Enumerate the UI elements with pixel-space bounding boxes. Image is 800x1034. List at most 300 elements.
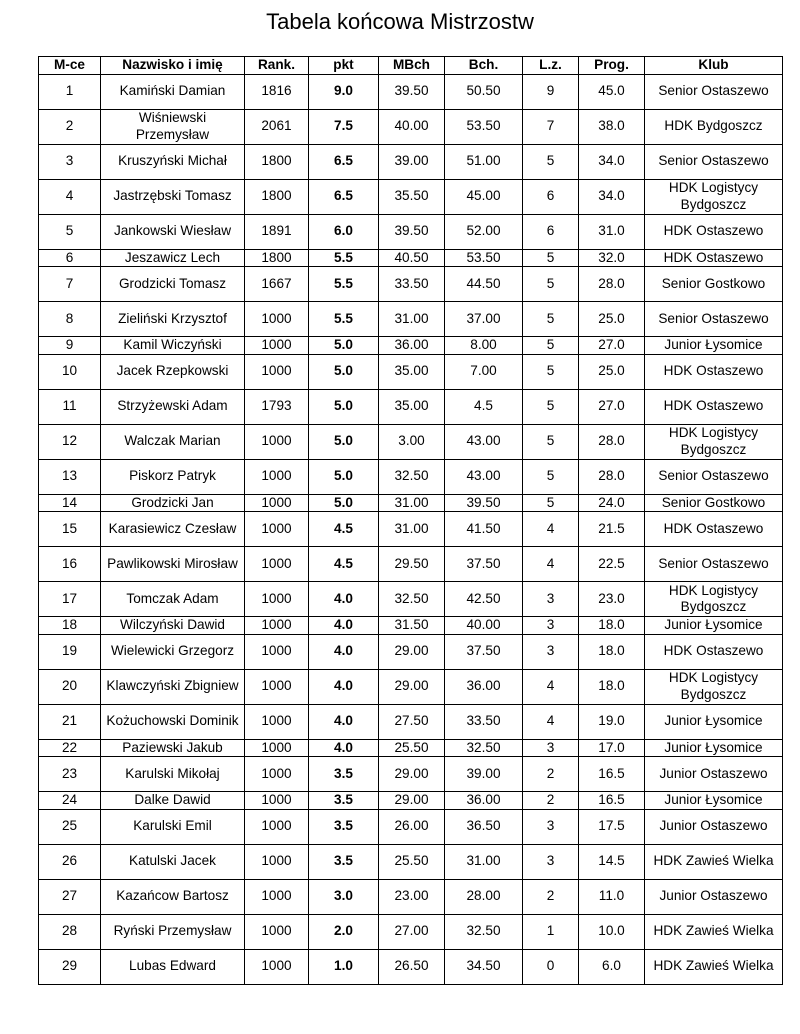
player-name-cell: Pawlikowski Mirosław: [101, 547, 245, 582]
rank-cell: 1000: [245, 704, 309, 739]
place-cell: 21: [39, 704, 101, 739]
table-row: [39, 179, 783, 214]
player-name-cell: Karasiewicz Czesław: [101, 512, 245, 547]
place-cell: 10: [39, 354, 101, 389]
wins-cell: 5: [523, 302, 579, 337]
rank-cell: 1000: [245, 424, 309, 459]
mbch-cell: 29.00: [379, 669, 445, 704]
player-name-cell: Karulski Mikołaj: [101, 757, 245, 792]
mbch-cell: 29.00: [379, 757, 445, 792]
table-row: [39, 494, 783, 512]
progress-cell: 18.0: [579, 669, 645, 704]
bch-cell: 37.50: [445, 547, 523, 582]
wins-cell: 5: [523, 389, 579, 424]
rank-cell: 1000: [245, 844, 309, 879]
place-cell: 24: [39, 792, 101, 810]
rank-cell: 1000: [245, 494, 309, 512]
wins-cell: 6: [523, 179, 579, 214]
place-cell: 15: [39, 512, 101, 547]
bch-cell: 36.50: [445, 809, 523, 844]
rank-cell: 1000: [245, 949, 309, 984]
player-name-cell: Lubas Edward: [101, 949, 245, 984]
bch-cell: 53.50: [445, 109, 523, 144]
table-row: [39, 669, 783, 704]
wins-cell: 6: [523, 214, 579, 249]
rank-cell: 1816: [245, 74, 309, 109]
place-cell: 18: [39, 617, 101, 635]
column-header-bch: Bch.: [445, 57, 523, 75]
table-row: [39, 424, 783, 459]
mbch-cell: 36.00: [379, 337, 445, 355]
place-cell: 26: [39, 844, 101, 879]
club-cell: HDK Logistycy Bydgoszcz: [645, 179, 783, 214]
points-cell: 5.5: [309, 302, 379, 337]
player-name-cell: Wiśniewski Przemysław: [101, 109, 245, 144]
column-header-name: Nazwisko i imię: [101, 57, 245, 75]
table-row: [39, 144, 783, 179]
table-row: [39, 582, 783, 617]
progress-cell: 14.5: [579, 844, 645, 879]
points-cell: 3.5: [309, 757, 379, 792]
rank-cell: 1000: [245, 459, 309, 494]
mbch-cell: 40.00: [379, 109, 445, 144]
bch-cell: 32.50: [445, 914, 523, 949]
points-cell: 5.0: [309, 337, 379, 355]
player-name-cell: Karulski Emil: [101, 809, 245, 844]
progress-cell: 16.5: [579, 792, 645, 810]
wins-cell: 4: [523, 547, 579, 582]
points-cell: 5.0: [309, 354, 379, 389]
results-table: [38, 56, 783, 985]
mbch-cell: 25.50: [379, 844, 445, 879]
club-cell: HDK Logistycy Bydgoszcz: [645, 424, 783, 459]
table-row: [39, 337, 783, 355]
rank-cell: 1000: [245, 617, 309, 635]
player-name-cell: Dalke Dawid: [101, 792, 245, 810]
progress-cell: 11.0: [579, 879, 645, 914]
points-cell: 5.0: [309, 424, 379, 459]
mbch-cell: 25.50: [379, 739, 445, 757]
player-name-cell: Grodzicki Jan: [101, 494, 245, 512]
mbch-cell: 27.50: [379, 704, 445, 739]
mbch-cell: 32.50: [379, 582, 445, 617]
mbch-cell: 29.50: [379, 547, 445, 582]
table-row: [39, 354, 783, 389]
table-row: [39, 949, 783, 984]
rank-cell: 1891: [245, 214, 309, 249]
wins-cell: 4: [523, 669, 579, 704]
player-name-cell: Kamil Wiczyński: [101, 337, 245, 355]
rank-cell: 1000: [245, 914, 309, 949]
points-cell: 4.0: [309, 582, 379, 617]
points-cell: 5.5: [309, 267, 379, 302]
club-cell: Junior Łysomice: [645, 704, 783, 739]
club-cell: Senior Ostaszewo: [645, 547, 783, 582]
mbch-cell: 35.50: [379, 179, 445, 214]
place-cell: 19: [39, 634, 101, 669]
points-cell: 3.0: [309, 879, 379, 914]
player-name-cell: Katulski Jacek: [101, 844, 245, 879]
table-row: [39, 547, 783, 582]
rank-cell: 1800: [245, 249, 309, 267]
player-name-cell: Wielewicki Grzegorz: [101, 634, 245, 669]
rank-cell: 1000: [245, 879, 309, 914]
progress-cell: 28.0: [579, 459, 645, 494]
page-title: Tabela końcowa Mistrzostw: [266, 9, 534, 34]
place-cell: 2: [39, 109, 101, 144]
player-name-cell: Piskorz Patryk: [101, 459, 245, 494]
club-cell: HDK Logistycy Bydgoszcz: [645, 669, 783, 704]
progress-cell: 18.0: [579, 617, 645, 635]
mbch-cell: 35.00: [379, 389, 445, 424]
rank-cell: 1000: [245, 792, 309, 810]
rank-cell: 1000: [245, 337, 309, 355]
rank-cell: 1000: [245, 547, 309, 582]
place-cell: 5: [39, 214, 101, 249]
table-row: [39, 879, 783, 914]
bch-cell: 36.00: [445, 792, 523, 810]
bch-cell: 43.00: [445, 424, 523, 459]
progress-cell: 23.0: [579, 582, 645, 617]
club-cell: Senior Ostaszewo: [645, 302, 783, 337]
bch-cell: 32.50: [445, 739, 523, 757]
progress-cell: 28.0: [579, 267, 645, 302]
rank-cell: 1000: [245, 634, 309, 669]
table-row: [39, 914, 783, 949]
mbch-cell: 39.00: [379, 144, 445, 179]
table-row: [39, 109, 783, 144]
club-cell: Senior Gostkowo: [645, 494, 783, 512]
mbch-cell: 27.00: [379, 914, 445, 949]
bch-cell: 52.00: [445, 214, 523, 249]
table-row: [39, 214, 783, 249]
points-cell: 3.5: [309, 792, 379, 810]
wins-cell: 5: [523, 459, 579, 494]
place-cell: 25: [39, 809, 101, 844]
player-name-cell: Tomczak Adam: [101, 582, 245, 617]
club-cell: HDK Logistycy Bydgoszcz: [645, 582, 783, 617]
progress-cell: 19.0: [579, 704, 645, 739]
club-cell: HDK Zawieś Wielka: [645, 844, 783, 879]
rank-cell: 1800: [245, 144, 309, 179]
place-cell: 1: [39, 74, 101, 109]
place-cell: 12: [39, 424, 101, 459]
mbch-cell: 29.00: [379, 634, 445, 669]
progress-cell: 6.0: [579, 949, 645, 984]
player-name-cell: Jastrzębski Tomasz: [101, 179, 245, 214]
player-name-cell: Zieliński Krzysztof: [101, 302, 245, 337]
wins-cell: 3: [523, 582, 579, 617]
place-cell: 16: [39, 547, 101, 582]
club-cell: HDK Ostaszewo: [645, 354, 783, 389]
player-name-cell: Jankowski Wiesław: [101, 214, 245, 249]
wins-cell: 3: [523, 617, 579, 635]
mbch-cell: 3.00: [379, 424, 445, 459]
rank-cell: 1000: [245, 512, 309, 547]
rank-cell: 1000: [245, 669, 309, 704]
points-cell: 4.0: [309, 634, 379, 669]
player-name-cell: Walczak Marian: [101, 424, 245, 459]
bch-cell: 34.50: [445, 949, 523, 984]
place-cell: 13: [39, 459, 101, 494]
rank-cell: 1000: [245, 757, 309, 792]
place-cell: 23: [39, 757, 101, 792]
club-cell: HDK Zawieś Wielka: [645, 949, 783, 984]
wins-cell: 4: [523, 512, 579, 547]
player-name-cell: Kożuchowski Dominik: [101, 704, 245, 739]
table-row: [39, 704, 783, 739]
points-cell: 2.0: [309, 914, 379, 949]
club-cell: HDK Ostaszewo: [645, 634, 783, 669]
place-cell: 11: [39, 389, 101, 424]
bch-cell: 28.00: [445, 879, 523, 914]
bch-cell: 40.00: [445, 617, 523, 635]
bch-cell: 4.5: [445, 389, 523, 424]
table-row: [39, 302, 783, 337]
progress-cell: 31.0: [579, 214, 645, 249]
points-cell: 3.5: [309, 844, 379, 879]
wins-cell: 5: [523, 494, 579, 512]
club-cell: HDK Zawieś Wielka: [645, 914, 783, 949]
rank-cell: 1000: [245, 354, 309, 389]
place-cell: 7: [39, 267, 101, 302]
club-cell: Senior Ostaszewo: [645, 459, 783, 494]
table-row: [39, 634, 783, 669]
wins-cell: 3: [523, 634, 579, 669]
club-cell: Junior Łysomice: [645, 792, 783, 810]
points-cell: 4.0: [309, 617, 379, 635]
wins-cell: 2: [523, 879, 579, 914]
place-cell: 14: [39, 494, 101, 512]
club-cell: HDK Ostaszewo: [645, 249, 783, 267]
player-name-cell: Jacek Rzepkowski: [101, 354, 245, 389]
place-cell: 28: [39, 914, 101, 949]
points-cell: 9.0: [309, 74, 379, 109]
wins-cell: 5: [523, 267, 579, 302]
mbch-cell: 39.50: [379, 74, 445, 109]
bch-cell: 43.00: [445, 459, 523, 494]
header-row: [39, 57, 783, 75]
progress-cell: 27.0: [579, 389, 645, 424]
progress-cell: 25.0: [579, 354, 645, 389]
player-name-cell: Paziewski Jakub: [101, 739, 245, 757]
bch-cell: 42.50: [445, 582, 523, 617]
column-header-progress: Prog.: [579, 57, 645, 75]
points-cell: 7.5: [309, 109, 379, 144]
wins-cell: 5: [523, 249, 579, 267]
bch-cell: 51.00: [445, 144, 523, 179]
bch-cell: 50.50: [445, 74, 523, 109]
club-cell: Junior Łysomice: [645, 739, 783, 757]
progress-cell: 22.5: [579, 547, 645, 582]
table-row: [39, 389, 783, 424]
wins-cell: 3: [523, 739, 579, 757]
club-cell: Junior Ostaszewo: [645, 879, 783, 914]
points-cell: 4.5: [309, 547, 379, 582]
table-row: [39, 617, 783, 635]
points-cell: 6.5: [309, 144, 379, 179]
progress-cell: 45.0: [579, 74, 645, 109]
rank-cell: 1793: [245, 389, 309, 424]
rank-cell: 1800: [245, 179, 309, 214]
rank-cell: 1667: [245, 267, 309, 302]
club-cell: HDK Bydgoszcz: [645, 109, 783, 144]
wins-cell: 9: [523, 74, 579, 109]
club-cell: HDK Ostaszewo: [645, 214, 783, 249]
place-cell: 22: [39, 739, 101, 757]
place-cell: 20: [39, 669, 101, 704]
table-row: [39, 792, 783, 810]
bch-cell: 39.50: [445, 494, 523, 512]
wins-cell: 2: [523, 757, 579, 792]
progress-cell: 17.5: [579, 809, 645, 844]
progress-cell: 34.0: [579, 144, 645, 179]
player-name-cell: Grodzicki Tomasz: [101, 267, 245, 302]
progress-cell: 38.0: [579, 109, 645, 144]
mbch-cell: 26.00: [379, 809, 445, 844]
progress-cell: 10.0: [579, 914, 645, 949]
club-cell: Junior Łysomice: [645, 337, 783, 355]
mbch-cell: 40.50: [379, 249, 445, 267]
place-cell: 9: [39, 337, 101, 355]
club-cell: Senior Ostaszewo: [645, 144, 783, 179]
table-row: [39, 809, 783, 844]
points-cell: 6.0: [309, 214, 379, 249]
club-cell: Junior Ostaszewo: [645, 757, 783, 792]
club-cell: HDK Ostaszewo: [645, 512, 783, 547]
wins-cell: 5: [523, 144, 579, 179]
bch-cell: 33.50: [445, 704, 523, 739]
points-cell: 5.0: [309, 459, 379, 494]
club-cell: Senior Gostkowo: [645, 267, 783, 302]
points-cell: 4.0: [309, 669, 379, 704]
bch-cell: 8.00: [445, 337, 523, 355]
bch-cell: 37.00: [445, 302, 523, 337]
bch-cell: 31.00: [445, 844, 523, 879]
mbch-cell: 33.50: [379, 267, 445, 302]
player-name-cell: Kazańcow Bartosz: [101, 879, 245, 914]
points-cell: 5.0: [309, 389, 379, 424]
player-name-cell: Jeszawicz Lech: [101, 249, 245, 267]
player-name-cell: Wilczyński Dawid: [101, 617, 245, 635]
progress-cell: 28.0: [579, 424, 645, 459]
points-cell: 3.5: [309, 809, 379, 844]
progress-cell: 24.0: [579, 494, 645, 512]
mbch-cell: 35.00: [379, 354, 445, 389]
points-cell: 5.5: [309, 249, 379, 267]
rank-cell: 1000: [245, 739, 309, 757]
player-name-cell: Ryński Przemysław: [101, 914, 245, 949]
table-row: [39, 739, 783, 757]
bch-cell: 39.00: [445, 757, 523, 792]
column-header-wins: L.z.: [523, 57, 579, 75]
progress-cell: 34.0: [579, 179, 645, 214]
wins-cell: 4: [523, 704, 579, 739]
bch-cell: 53.50: [445, 249, 523, 267]
points-cell: 4.0: [309, 704, 379, 739]
progress-cell: 32.0: [579, 249, 645, 267]
bch-cell: 41.50: [445, 512, 523, 547]
rank-cell: 2061: [245, 109, 309, 144]
progress-cell: 27.0: [579, 337, 645, 355]
player-name-cell: Strzyżewski Adam: [101, 389, 245, 424]
player-name-cell: Kruszyński Michał: [101, 144, 245, 179]
bch-cell: 44.50: [445, 267, 523, 302]
club-cell: Junior Ostaszewo: [645, 809, 783, 844]
place-cell: 8: [39, 302, 101, 337]
table-row: [39, 512, 783, 547]
table-row: [39, 249, 783, 267]
club-cell: Junior Łysomice: [645, 617, 783, 635]
place-cell: 4: [39, 179, 101, 214]
club-cell: Senior Ostaszewo: [645, 74, 783, 109]
player-name-cell: Kamiński Damian: [101, 74, 245, 109]
table-row: [39, 74, 783, 109]
place-cell: 6: [39, 249, 101, 267]
table-row: [39, 459, 783, 494]
mbch-cell: 23.00: [379, 879, 445, 914]
place-cell: 3: [39, 144, 101, 179]
progress-cell: 18.0: [579, 634, 645, 669]
wins-cell: 5: [523, 337, 579, 355]
wins-cell: 5: [523, 424, 579, 459]
place-cell: 29: [39, 949, 101, 984]
progress-cell: 21.5: [579, 512, 645, 547]
wins-cell: 3: [523, 809, 579, 844]
bch-cell: 36.00: [445, 669, 523, 704]
wins-cell: 7: [523, 109, 579, 144]
column-header-points: pkt: [309, 57, 379, 75]
progress-cell: 16.5: [579, 757, 645, 792]
table-row: [39, 757, 783, 792]
wins-cell: 1: [523, 914, 579, 949]
mbch-cell: 29.00: [379, 792, 445, 810]
table-row: [39, 267, 783, 302]
bch-cell: 7.00: [445, 354, 523, 389]
wins-cell: 5: [523, 354, 579, 389]
mbch-cell: 31.00: [379, 302, 445, 337]
column-header-mbch: MBch: [379, 57, 445, 75]
mbch-cell: 32.50: [379, 459, 445, 494]
bch-cell: 45.00: [445, 179, 523, 214]
points-cell: 4.0: [309, 739, 379, 757]
bch-cell: 37.50: [445, 634, 523, 669]
place-cell: 27: [39, 879, 101, 914]
column-header-place: M-ce: [39, 57, 101, 75]
wins-cell: 0: [523, 949, 579, 984]
mbch-cell: 26.50: [379, 949, 445, 984]
points-cell: 1.0: [309, 949, 379, 984]
mbch-cell: 31.50: [379, 617, 445, 635]
mbch-cell: 31.00: [379, 494, 445, 512]
progress-cell: 17.0: [579, 739, 645, 757]
column-header-club: Klub: [645, 57, 783, 75]
progress-cell: 25.0: [579, 302, 645, 337]
table-row: [39, 844, 783, 879]
points-cell: 5.0: [309, 494, 379, 512]
rank-cell: 1000: [245, 302, 309, 337]
points-cell: 6.5: [309, 179, 379, 214]
wins-cell: 3: [523, 844, 579, 879]
club-cell: HDK Ostaszewo: [645, 389, 783, 424]
place-cell: 17: [39, 582, 101, 617]
column-header-rank: Rank.: [245, 57, 309, 75]
wins-cell: 2: [523, 792, 579, 810]
mbch-cell: 31.00: [379, 512, 445, 547]
player-name-cell: Klawczyński Zbigniew: [101, 669, 245, 704]
points-cell: 4.5: [309, 512, 379, 547]
mbch-cell: 39.50: [379, 214, 445, 249]
